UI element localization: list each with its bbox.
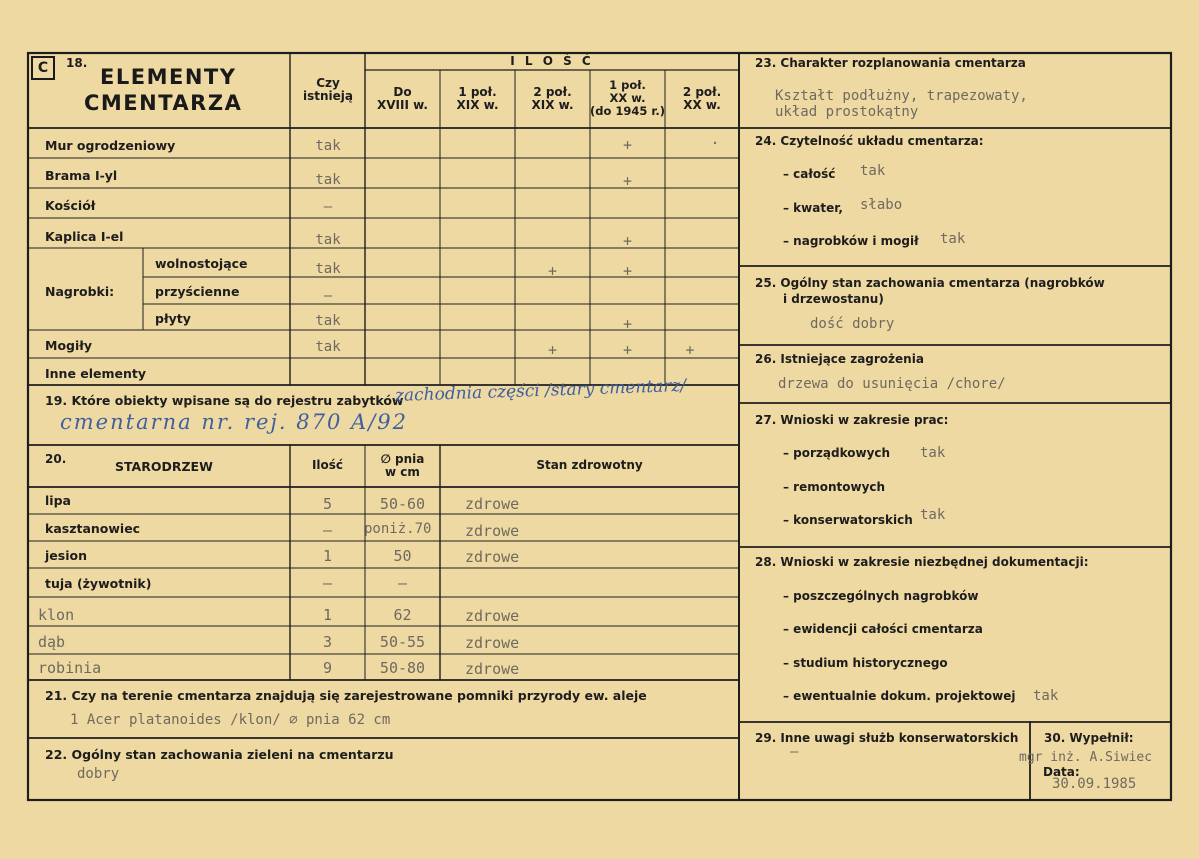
tree-name-jesion: jesion bbox=[45, 548, 87, 563]
tree-health-kasztanowiec: zdrowe bbox=[465, 522, 520, 540]
section-28-item-projektowej: – ewentualnie dokum. projektowej bbox=[783, 689, 1016, 703]
section-27-value-porzadkowych: tak bbox=[920, 445, 946, 461]
row-label-kosciol: Kościół bbox=[45, 198, 96, 213]
tree-health-lipa: zdrowe bbox=[465, 495, 520, 513]
row-label-inne: Inne elementy bbox=[45, 366, 147, 381]
tree-name-lipa: lipa bbox=[45, 493, 71, 508]
tree-diam-jesion: 50 bbox=[393, 547, 412, 565]
tree-health-jesion: zdrowe bbox=[465, 548, 520, 566]
exists-brama: tak bbox=[315, 172, 341, 188]
col-exists-header: Czy istnieją bbox=[303, 76, 353, 103]
row-label-przyscienne: przyścienne bbox=[155, 284, 240, 299]
col-period-4: 1 poł. XX w. (do 1945 r.) bbox=[589, 78, 666, 118]
section-25-value: dość dobry bbox=[810, 316, 895, 332]
mark-wolnostojace-p3: + bbox=[547, 262, 558, 280]
section-28-value-projektowej: tak bbox=[1033, 688, 1059, 704]
mark-kaplica-p4: + bbox=[622, 232, 633, 250]
col-starodrzew-header: STARODRZEW bbox=[115, 459, 213, 474]
section-29-value: – bbox=[790, 744, 799, 760]
section-30-date-label: Data: bbox=[1043, 765, 1080, 779]
section-24-value-kwater: słabo bbox=[860, 197, 903, 213]
section-25-label-line1: 25. Ogólny stan zachowania cmentarza (nagrobków bbox=[755, 276, 1105, 290]
col-period-1: Do XVIII w. bbox=[377, 85, 428, 112]
row-label-brama: Brama I-yl bbox=[45, 168, 118, 183]
col-period-2: 1 poł. XIX w. bbox=[456, 85, 499, 112]
section-23-value-line2: układ prostokątny bbox=[775, 104, 919, 120]
section-21-value: 1 Acer platanoides /klon/ ∅ pnia 62 cm bbox=[70, 712, 391, 728]
exists-kaplica: tak bbox=[315, 232, 341, 248]
row-label-mur: Mur ogrodzeniowy bbox=[45, 138, 176, 153]
section-24-item-kwater: – kwater, bbox=[783, 201, 843, 215]
exists-wolnostojace: tak bbox=[315, 261, 341, 277]
tree-health-robinia: zdrowe bbox=[465, 660, 520, 678]
mark-brama-p4: + bbox=[622, 172, 633, 190]
row-label-mogily: Mogiły bbox=[45, 338, 93, 353]
section-18-title-line2: CMENTARZA bbox=[84, 91, 243, 115]
section-18-title-line1: ELEMENTY bbox=[100, 65, 237, 89]
tree-name-tuja: tuja (żywotnik) bbox=[45, 576, 152, 591]
section-18-number: 18. bbox=[66, 56, 88, 70]
exists-mogily: tak bbox=[315, 339, 341, 355]
section-19-handwriting-line2: cmentarna nr. rej. 870 A/92 bbox=[60, 410, 408, 434]
section-26-label: 26. Istniejące zagrożenia bbox=[755, 352, 924, 366]
tree-diam-robinia: 50-80 bbox=[379, 659, 426, 677]
section-22-value: dobry bbox=[77, 766, 120, 782]
tree-qty-tuja: – bbox=[322, 574, 333, 592]
mark-plyty-p4: + bbox=[622, 315, 633, 333]
mark-mogily-p4: + bbox=[622, 341, 633, 359]
row-label-wolnostojace: wolnostojące bbox=[155, 256, 248, 271]
section-30-name: mgr inż. A.Siwiec bbox=[1019, 750, 1153, 765]
exists-kosciol: – bbox=[323, 199, 333, 215]
section-27-label: 27. Wnioski w zakresie prac: bbox=[755, 413, 949, 427]
section-24-label: 24. Czytelność układu cmentarza: bbox=[755, 134, 984, 148]
section-22-label: 22. Ogólny stan zachowania zieleni na cmentarzu bbox=[45, 747, 394, 762]
col-diameter-header: ∅ pnia w cm bbox=[380, 452, 425, 479]
tree-name-robinia: robinia bbox=[38, 659, 102, 677]
col-health-header: Stan zdrowotny bbox=[536, 458, 643, 472]
section-24-item-nagrobkow: – nagrobków i mogił bbox=[783, 234, 919, 248]
tree-qty-klon: 1 bbox=[322, 606, 333, 624]
section-26-value: drzewa do usunięcia /chore/ bbox=[778, 376, 1006, 392]
col-period-5: 2 poł. XX w. bbox=[682, 85, 722, 112]
section-28-item-ewidencji: – ewidencji całości cmentarza bbox=[783, 622, 983, 636]
row-label-plyty: płyty bbox=[155, 311, 191, 326]
row-label-kaplica: Kaplica I-el bbox=[45, 229, 124, 244]
section-letter-box: C bbox=[31, 56, 55, 80]
exists-mur: tak bbox=[315, 138, 341, 154]
tree-diam-klon: 62 bbox=[393, 606, 412, 624]
tree-qty-dab: 3 bbox=[322, 633, 333, 651]
tree-diam-tuja: – bbox=[397, 574, 408, 592]
col-period-3: 2 poł. XIX w. bbox=[531, 85, 574, 112]
section-30-label: 30. Wypełnił: bbox=[1044, 731, 1134, 745]
section-28-item-studium: – studium historycznego bbox=[783, 656, 948, 670]
tree-diam-lipa: 50-60 bbox=[379, 495, 426, 513]
mark-wolnostojace-p4: + bbox=[622, 262, 633, 280]
section-24-value-nagrobkow: tak bbox=[940, 231, 966, 247]
tree-diam-dab: 50-55 bbox=[379, 633, 426, 651]
section-30-date: 30.09.1985 bbox=[1052, 776, 1137, 792]
tree-name-klon: klon bbox=[38, 606, 75, 624]
mark-mur-p5: · bbox=[710, 134, 720, 152]
mark-mogily-p3: + bbox=[547, 341, 558, 359]
section-24-item-calosc: – całość bbox=[783, 167, 836, 181]
tree-health-klon: zdrowe bbox=[465, 607, 520, 625]
exists-przyscienne: – bbox=[323, 288, 333, 304]
tree-qty-kasztanowiec: – bbox=[322, 521, 333, 539]
section-25-label-line2: i drzewostanu) bbox=[783, 292, 884, 306]
section-20-number: 20. bbox=[45, 452, 67, 466]
tree-qty-robinia: 9 bbox=[322, 659, 333, 677]
tree-health-dab: zdrowe bbox=[465, 634, 520, 652]
mark-mur-p4: + bbox=[622, 136, 633, 154]
section-27-value-konserwatorskich: tak bbox=[920, 507, 946, 523]
section-24-value-calosc: tak bbox=[860, 163, 886, 179]
exists-plyty: tak bbox=[315, 313, 341, 329]
row-label-nagrobki: Nagrobki: bbox=[45, 284, 115, 299]
tree-qty-lipa: 5 bbox=[322, 495, 333, 513]
col-ilosc-header: Ilość bbox=[311, 458, 344, 472]
section-27-item-konserwatorskich: – konserwatorskich bbox=[783, 513, 913, 527]
section-19-label: 19. Które obiekty wpisane są do rejestru zabytków bbox=[45, 393, 404, 408]
tree-name-kasztanowiec: kasztanowiec bbox=[45, 521, 141, 536]
section-29-label: 29. Inne uwagi służb konserwatorskich bbox=[755, 731, 1019, 745]
tree-qty-jesion: 1 bbox=[322, 547, 333, 565]
ilosc-header: I L O Ś Ć bbox=[510, 54, 594, 68]
section-28-item-nagrobkow: – poszczególnych nagrobków bbox=[783, 589, 979, 603]
tree-name-dab: dąb bbox=[38, 633, 66, 651]
mark-mogily-p5: + bbox=[685, 341, 695, 359]
section-23-value-line1: Kształt podłużny, trapezowaty, bbox=[775, 88, 1028, 104]
section-23-label: 23. Charakter rozplanowania cmentarza bbox=[755, 56, 1026, 70]
section-27-item-remontowych: – remontowych bbox=[783, 480, 886, 494]
section-21-label: 21. Czy na terenie cmentarza znajdują się zarejestrowane pomniki przyrody ew. aleje bbox=[45, 688, 647, 703]
section-27-item-porzadkowych: – porządkowych bbox=[783, 446, 891, 460]
tree-diam-kasztanowiec: poniż.70 bbox=[364, 521, 432, 537]
section-28-label: 28. Wnioski w zakresie niezbędnej dokumentacji: bbox=[755, 555, 1089, 569]
section-19-handwriting-line1: zachodnia części /stary cmentarz/ bbox=[394, 375, 687, 406]
